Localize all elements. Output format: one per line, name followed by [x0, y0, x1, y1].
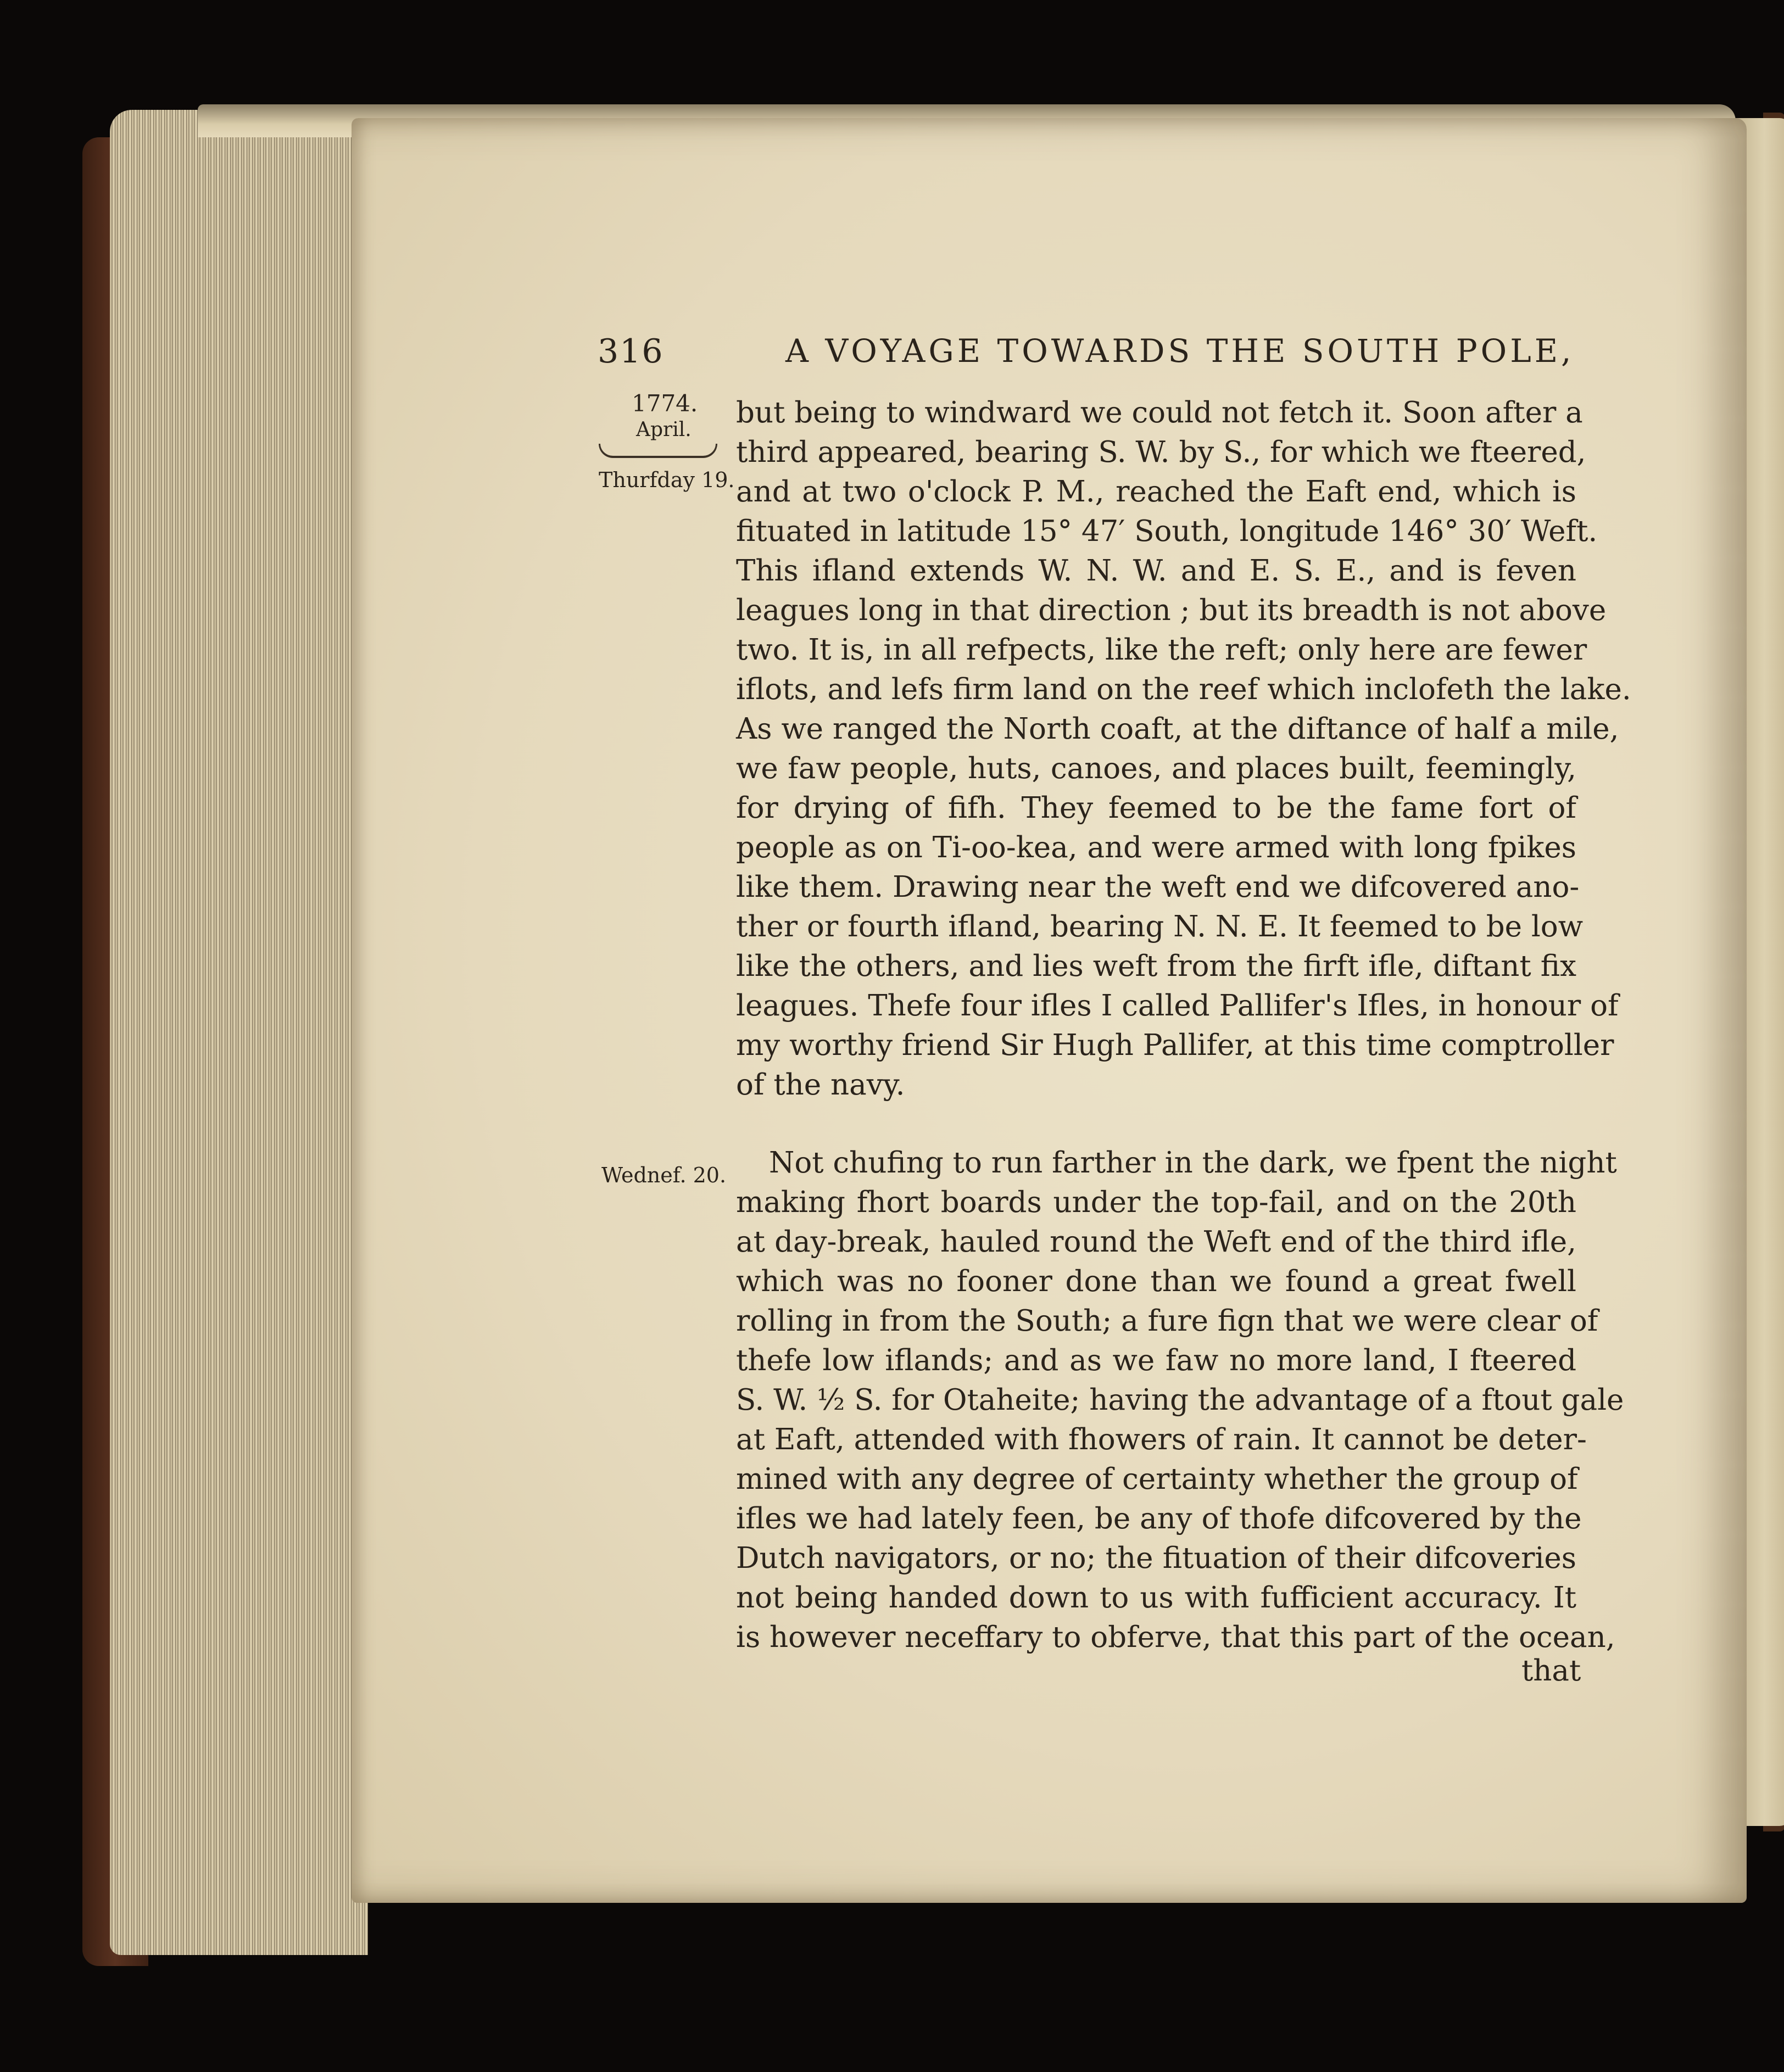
text-line: mined with any degree of certainty whether the group of [736, 1462, 1578, 1496]
margin-year: 1774. [632, 390, 698, 417]
margin-month: April. [636, 418, 692, 441]
margin-day: Thurfday 19. [599, 468, 735, 492]
text-line: at Eaft, attended with fhowers of rain. It cannot be deter- [736, 1423, 1587, 1456]
page-block-edges [110, 110, 368, 1955]
text-line: leagues. Thefe four ifles I called Pallifer's Ifles, in honour of [736, 989, 1619, 1023]
text-line: people as on Ti-oo-kea, and were armed with long fpikes [736, 831, 1576, 864]
text-line: is however neceffary to obferve, that this part of the ocean, [736, 1621, 1615, 1654]
text-line: we faw people, huts, canoes, and places built, feemingly, [736, 752, 1576, 785]
text-line: making fhort boards under the top-fail, and on the 20th [736, 1186, 1576, 1219]
text-line: third appeared, bearing S. W. by S., for which we fteered, [736, 435, 1586, 469]
text-line: Not chufing to run farther in the dark, we fpent the night [769, 1146, 1617, 1180]
margin-day-2: Wednef. 20. [601, 1163, 727, 1187]
text-line: like them. Drawing near the weft end we difcovered ano- [736, 870, 1580, 904]
text-line: and at two o'clock P. M., reached the Eaft end, which is [736, 475, 1576, 509]
text-line: ifles we had lately feen, be any of thofe difcovered by the [736, 1502, 1582, 1535]
running-head: A VOYAGE TOWARDS THE SOUTH POLE, [785, 332, 1575, 370]
text-line: fituated in latitude 15° 47′ South, longitude 146° 30′ Weft. [736, 515, 1598, 548]
text-line: rolling in from the South; a fure fign that we were clear of [736, 1304, 1598, 1338]
catchword: that [1521, 1654, 1581, 1688]
page-number: 316 [598, 332, 664, 371]
text-line: which was no fooner done than we found a great fwell [736, 1265, 1576, 1298]
text-line: like the others, and lies weft from the firft ifle, diftant fix [736, 950, 1576, 983]
text-line: at day-break, hauled round the Weft end of the third ifle, [736, 1225, 1576, 1259]
text-line: two. It is, in all refpects, like the reft; only here are fewer [736, 633, 1587, 667]
text-line: leagues long in that direction ; but its breadth is not above [736, 594, 1607, 627]
text-line: iflots, and lefs firm land on the reef which inclofeth the lake. [736, 673, 1631, 706]
margin-brace [599, 444, 717, 458]
text-line: not being handed down to us with fufficient accuracy. It [736, 1581, 1576, 1615]
text-line: ther or fourth ifland, bearing N. N. E. It feemed to be low [736, 910, 1584, 943]
text-line: As we ranged the North coaft, at the diftance of half a mile, [736, 712, 1619, 746]
text-line: of the navy. [736, 1068, 905, 1102]
text-line: but being to windward we could not fetch it. Soon after a [736, 396, 1583, 429]
text-line: for drying of fifh. They feemed to be the fame fort of [736, 791, 1576, 825]
text-line: Dutch navigators, or no; the fituation of their difcoveries [736, 1542, 1576, 1575]
text-line: thefe low iflands; and as we faw no more land, I fteered [736, 1344, 1576, 1377]
text-line: S. W. ½ S. for Otaheite; having the advantage of a ftout gale [736, 1383, 1624, 1417]
text-line: my worthy friend Sir Hugh Pallifer, at this time comptroller [736, 1029, 1614, 1062]
text-line: This ifland extends W. N. W. and E. S. E., and is feven [736, 554, 1576, 588]
